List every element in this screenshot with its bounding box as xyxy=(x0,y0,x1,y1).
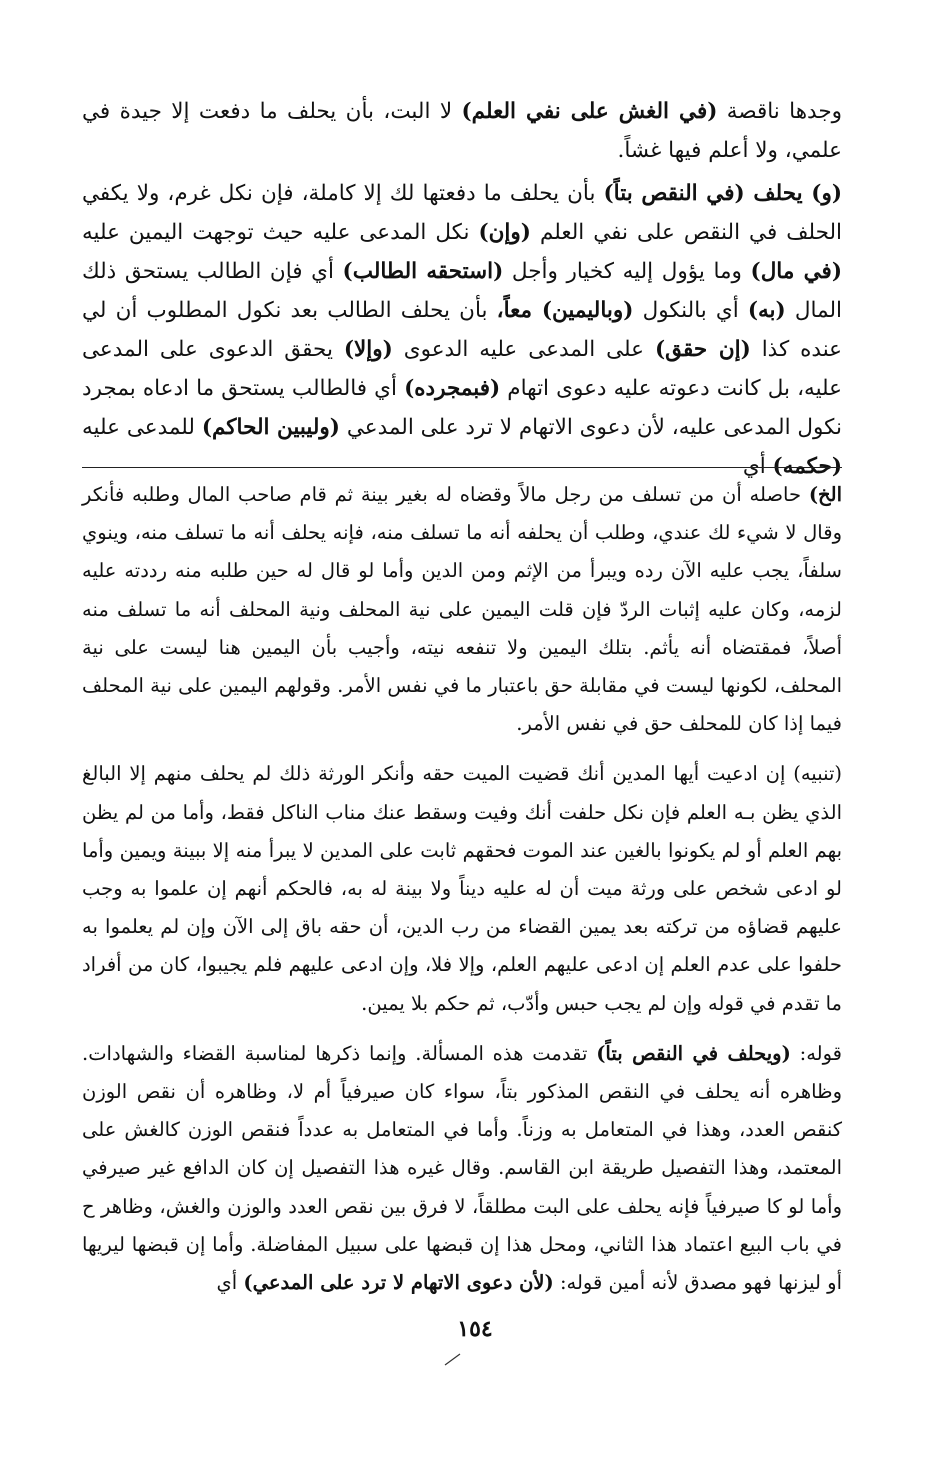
text-run: تقدمت هذه المسألة. وإنما ذكرها لمناسبة القضاء والشهادات. وظاهره أنه يحلف في النقص المذكور بتاً، سواء كان صيرفياً أم لا، وظاهره أن نقص الوزن كنقص العدد، وهذا في المتعامل به وزناً. وأما في المتعامل به عدداً فنقص الوزن كالغش على المعتمد، وهذا التفصيل طريقة ابن القاسم. وقال غيره هذا التفصيل إن كان الدافع غير صيرفي وأما لو كا صيرفياً فإنه يحلف على البت مطلقاً، لا فرق بين نقص العدد والوزن والغش، وظاهر ح في باب البيع اعتماد هذا الثاني، ومحل هذا إن قبضها على سبيل المفاضلة. وأما إن قبضها ليريها أو ليزنها فهو مصدق لأنه أمين قوله: xyxy=(82,1041,842,1295)
pen-stroke-mark xyxy=(444,1352,462,1366)
bold-run: (وليبين الحاكم) xyxy=(201,415,340,440)
text-run: على المدعى عليه الدعوى xyxy=(392,337,655,362)
bold-run: (استحقه الطالب) xyxy=(342,259,504,284)
footnote-paragraph xyxy=(82,755,842,1022)
bold-run: (و) يحلف (في النقص بتاً) xyxy=(603,181,843,206)
bold-run: (في مال) xyxy=(750,259,843,284)
bold-run: (وإلا) xyxy=(343,337,393,362)
text-run: وما يؤول إليه كخيار وأجل xyxy=(503,259,751,284)
main-paragraph xyxy=(82,174,842,486)
bold-run: الخ) xyxy=(808,483,842,506)
bold-run: (وباليمين) معاً، xyxy=(496,298,634,323)
footnote-paragraph xyxy=(82,1035,842,1302)
text-run: أي فالطالب يستحق ما ادعاه بمجرد نكول المدعى عليه، لأن دعوى الاتهام لا ترد على المدعي xyxy=(82,376,842,440)
text-run: لا البت، بأن يحلف ما دفعت إلا جيدة في علمي، ولا أعلم فيها غشاً. xyxy=(82,99,842,163)
text-run: أي بالنكول xyxy=(633,298,748,323)
footnotes xyxy=(82,476,842,1314)
bold-run: (به) xyxy=(747,298,786,323)
bold-run: (وإن) xyxy=(478,220,531,245)
footnote-divider xyxy=(82,467,842,468)
text-run: أي فإن الطالب يستحق ذلك المال xyxy=(82,259,842,323)
text-run: للمدعى عليه xyxy=(82,415,202,440)
bold-run: (فبمجرده) xyxy=(404,376,501,401)
main-text xyxy=(82,92,842,490)
main-paragraph xyxy=(82,92,842,170)
bold-run: (حكمه) xyxy=(772,454,842,479)
text-run: قوله: xyxy=(790,1041,843,1065)
text-run: وجدها ناقصة xyxy=(717,99,843,124)
bold-run: (في الغش على نفي العلم) xyxy=(461,99,718,124)
bold-run: (ويحلف في النقص بتاً) xyxy=(596,1041,791,1065)
text-run: حاصله أن من تسلف من رجل مالاً وقضاه له بغير بينة ثم قام صاحب المال وطلبه فأنكر وقال لا شيء لك عندي، وطلب أن يحلفه أنه ما تسلف منه، فإنه يحلف أنه ما تسلف منه، وينوي سلفاً، يجب عليه الآن رده ويبرأ من الإثم ومن الدين وأما لو قال له حين طلبه منه رددته عليه لزمه، وكان عليه إثبات الردّ فإن قلت اليمين على نية المحلف ونية المحلف أنه ما تسلف منه أصلاً، فمقتضاه أنه يأثم. بتلك اليمين ولا تنفعه نيته، وأجيب بأن اليمين هنا ليست على نية المحلف، لكونها ليست في مقابلة حق باعتبار ما في نفس الأمر. وقولهم اليمين على نية المحلف فيما إذا كان للمحلف حق في نفس الأمر. xyxy=(82,483,842,736)
bold-run: (لأن دعوى الاتهام لا ترد على المدعي) xyxy=(243,1271,554,1295)
text-run: أي xyxy=(216,1271,244,1295)
footnote-paragraph xyxy=(82,476,842,743)
page-number: ١٥٤ xyxy=(457,1316,493,1342)
text-run: أي xyxy=(742,454,773,479)
text-run: يحقق الدعوى على المدعى عليه، بل كانت دعوته عليه دعوى اتهام xyxy=(82,337,842,401)
text-run: بأن يحلف الطالب بعد نكول المطلوب أن لي عنده كذا xyxy=(82,298,843,362)
text-run: (تنبيه) إن ادعيت أيها المدين أنك قضيت الميت حقه وأنكر الورثة ذلك لم يحلف منهم إلا البالغ الذي يظن بـه العلم فإن نكل حلفت أنك وفيت وسقط عنك مناب الناكل فقط، وأما من لم يظن بهم العلم أو لم يكونوا بالغين عند الموت فحقهم ثابت على المدين لا يبرأ منه إلا ببينة ويمين وأما لو ادعى شخص على ورثة ميت أن له عليه ديناً ولا بينة له به، فالحكم أنهم إن علموا به وجب عليهم قضاؤه من تركته بعد يمين القضاء من رب الدين، أن حقه باق إلى الآن وإن لم يعلموا به حلفوا على عدم العلم إن ادعى عليهم العلم، وإلا فلا، وإن ادعى عليهم فلم يجيبوا، كان من أفراد ما تقدم في قوله وإن لم يجب حبس وأدّب، ثم حكم بلا يمين. xyxy=(82,762,842,1015)
text-run: بأن يحلف ما دفعتها لك إلا كاملة، فإن نكل غرم، ولا يكفي الحلف في النقص على نفي العلم xyxy=(82,181,842,245)
bold-run: (إن حقق) xyxy=(654,337,751,362)
text-run: نكل المدعى عليه حيث توجهت اليمين عليه xyxy=(82,220,479,245)
